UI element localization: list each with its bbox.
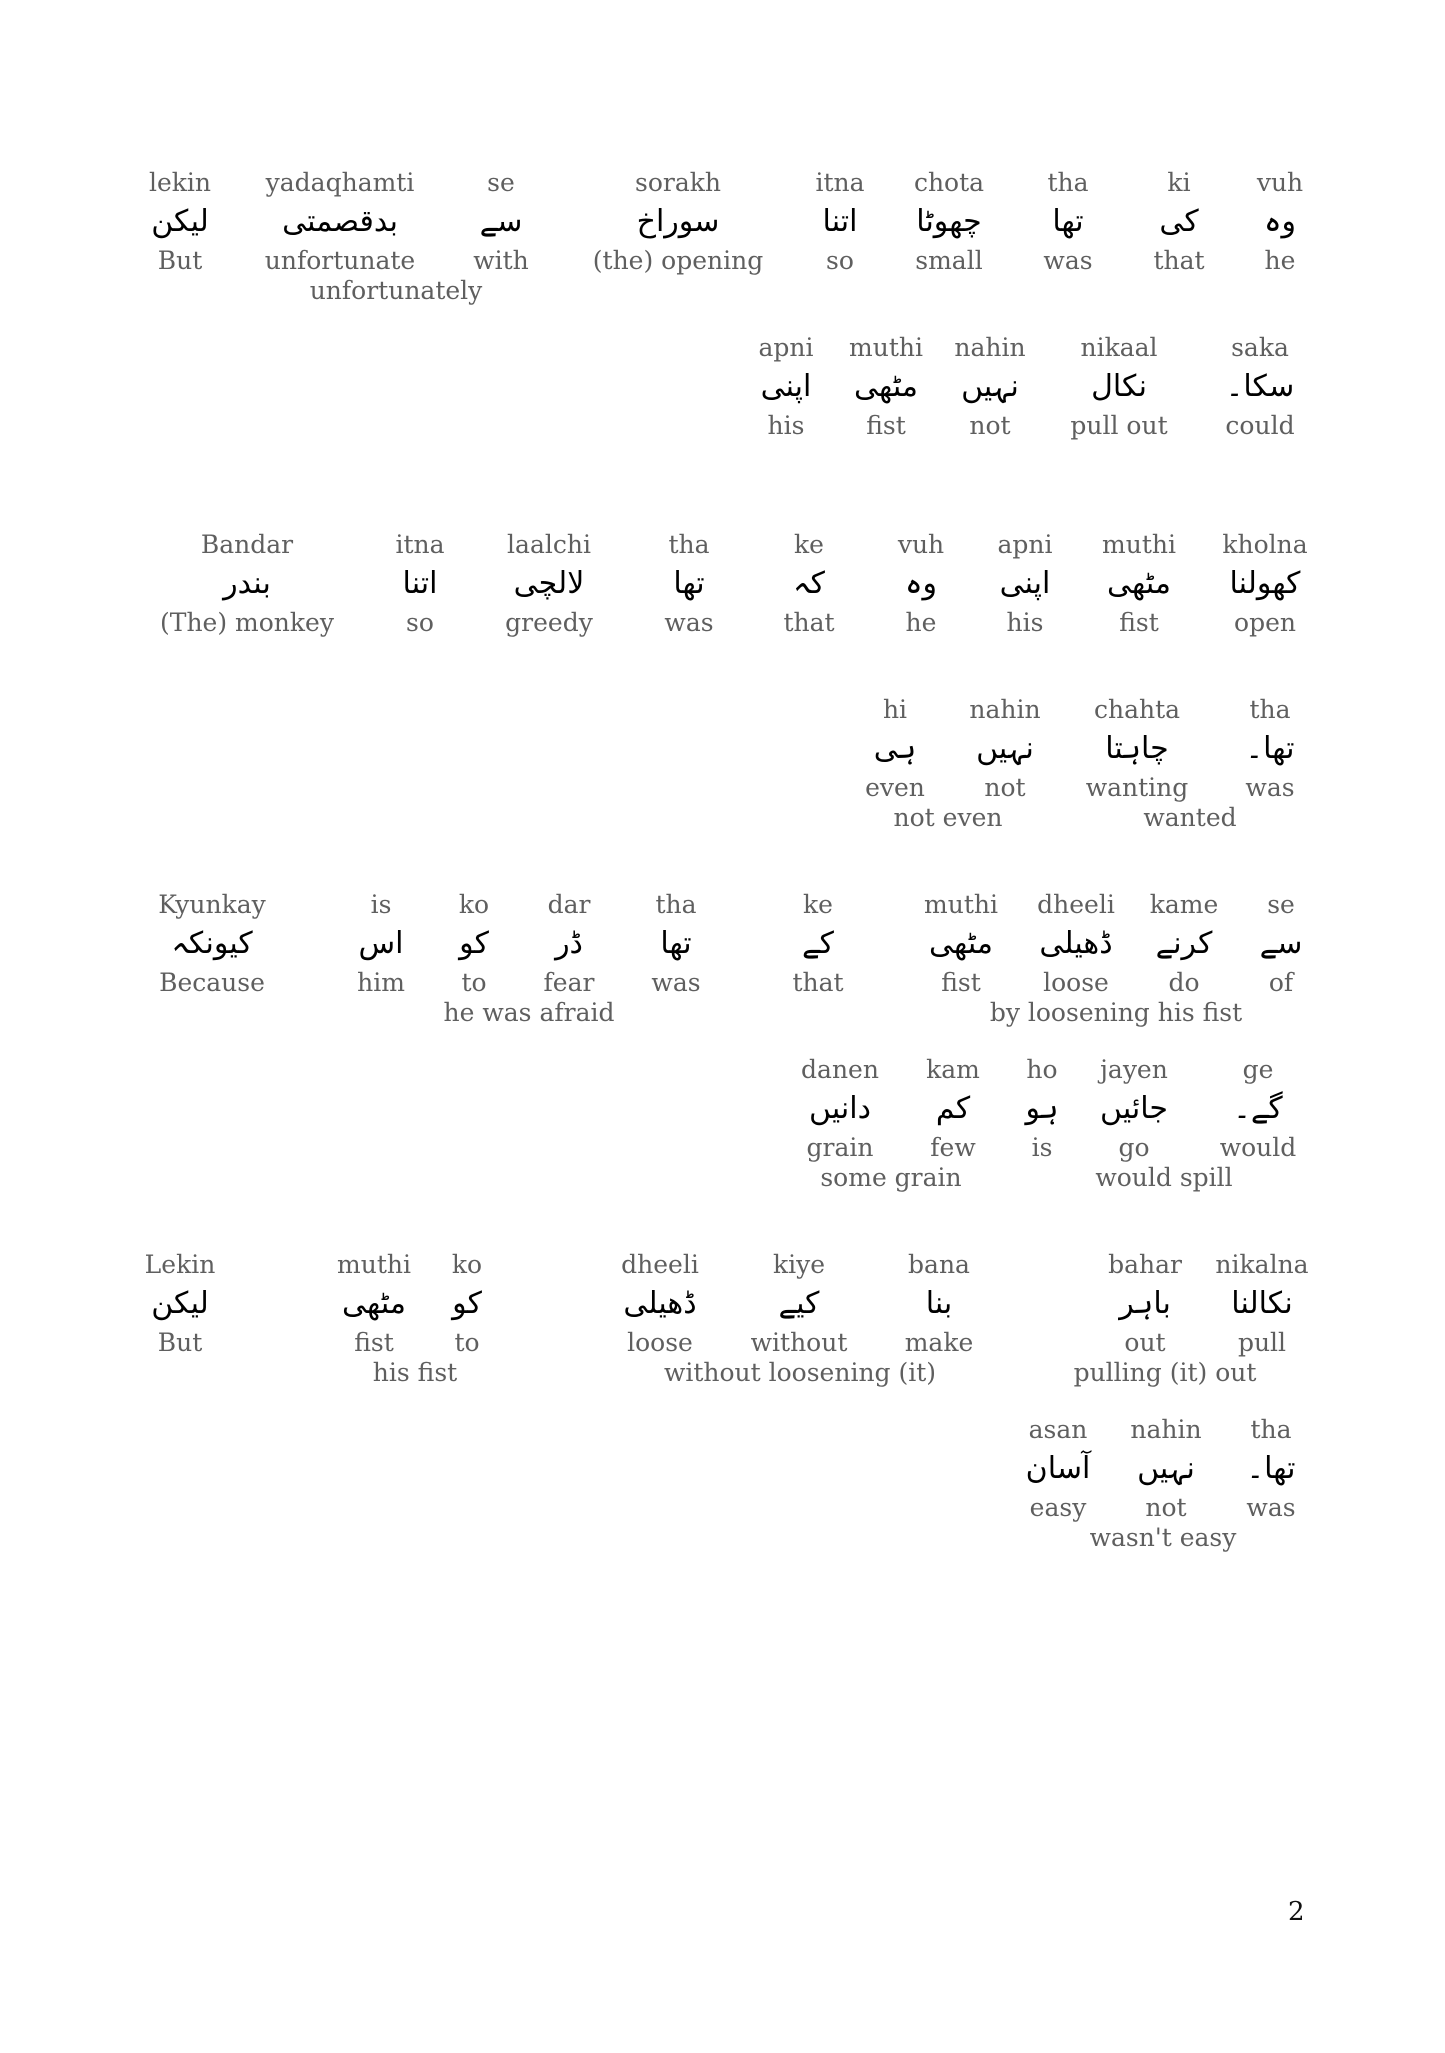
romanized-word: Lekin — [144, 1250, 216, 1279]
urdu-word: کیے — [778, 1286, 820, 1321]
english-gloss: to — [454, 1328, 480, 1357]
romanized-word: kiye — [772, 1250, 826, 1279]
interlinear-word — [815, 168, 864, 276]
english-gloss: easy — [1029, 1493, 1087, 1522]
english-gloss: loose — [627, 1328, 693, 1357]
urdu-word: ہو — [1025, 1091, 1059, 1126]
romanized-word: tha — [655, 890, 697, 919]
interlinear-word — [1026, 1415, 1091, 1523]
urdu-word: نکالنا — [1231, 1286, 1293, 1321]
english-gloss: fist — [1119, 608, 1159, 637]
interlinear-word — [593, 168, 763, 276]
urdu-word: کو — [459, 926, 489, 961]
romanized-word: se — [487, 168, 515, 197]
phrase-translation: wanted — [1143, 803, 1237, 832]
urdu-word: ہی — [873, 731, 917, 766]
english-gloss: that — [1153, 246, 1205, 275]
urdu-word: وہ — [904, 566, 938, 601]
phrase-translation: would spill — [1095, 1163, 1233, 1192]
urdu-word: لالچی — [513, 566, 585, 601]
urdu-word: سوراخ — [636, 204, 720, 239]
interlinear-word — [914, 168, 984, 276]
english-gloss: was — [1245, 773, 1295, 802]
romanized-word: Kyunkay — [158, 890, 266, 919]
phrase-translation: not even — [893, 803, 1003, 832]
english-gloss: unfortunate — [264, 246, 416, 275]
english-gloss: so — [406, 608, 434, 637]
urdu-word: اتنا — [402, 566, 438, 601]
urdu-word: جائیں — [1100, 1091, 1168, 1126]
romanized-word: muthi — [1102, 530, 1176, 559]
english-gloss: his — [1006, 608, 1044, 637]
english-gloss: was — [1246, 1493, 1296, 1522]
english-gloss: (The) monkey — [160, 608, 334, 637]
interlinear-word — [751, 1250, 848, 1358]
phrase-translation: without loosening (it) — [663, 1358, 937, 1387]
interlinear-word — [1102, 530, 1176, 638]
interlinear-word — [783, 530, 834, 638]
english-gloss: pull — [1237, 1328, 1287, 1357]
interlinear-word — [758, 333, 813, 441]
interlinear-word — [1246, 1415, 1295, 1523]
urdu-word: باہر — [1119, 1286, 1171, 1321]
interlinear-word — [1037, 890, 1115, 998]
romanized-word: danen — [801, 1055, 879, 1084]
english-gloss: him — [357, 968, 405, 997]
interlinear-word — [664, 530, 713, 638]
interlinear-word — [1225, 333, 1294, 441]
interlinear-word — [1260, 890, 1303, 998]
romanized-word: itna — [815, 168, 865, 197]
romanized-word: tha — [1047, 168, 1089, 197]
romanized-word: kholna — [1222, 530, 1308, 559]
english-gloss: that — [783, 608, 835, 637]
romanized-word: muthi — [849, 333, 923, 362]
urdu-word: تھا۔ — [1246, 1451, 1296, 1486]
interlinear-word — [969, 695, 1040, 803]
urdu-word: سے — [479, 204, 523, 239]
english-gloss: not — [969, 411, 1011, 440]
romanized-word: nahin — [969, 695, 1041, 724]
english-gloss: fear — [543, 968, 595, 997]
interlinear-word — [544, 890, 595, 998]
romanized-word: bana — [908, 1250, 970, 1279]
english-gloss: not — [1145, 1493, 1187, 1522]
romanized-word: dheeli — [1037, 890, 1115, 919]
romanized-word: nikalna — [1215, 1250, 1309, 1279]
urdu-word: سے — [1259, 926, 1303, 961]
urdu-word: مٹھی — [342, 1286, 406, 1321]
english-gloss: he — [1264, 246, 1296, 275]
english-gloss: wanting — [1085, 773, 1189, 802]
interlinear-word — [265, 168, 415, 276]
romanized-word: nikaal — [1080, 333, 1158, 362]
interlinear-word — [1043, 168, 1092, 276]
interlinear-word — [1130, 1415, 1201, 1523]
phrase-translation: unfortunately — [309, 276, 483, 305]
romanized-word: tha — [1249, 695, 1291, 724]
english-gloss: loose — [1043, 968, 1109, 997]
english-gloss: small — [915, 246, 983, 275]
romanized-word: ge — [1242, 1055, 1274, 1084]
urdu-word: مٹھی — [854, 369, 918, 404]
urdu-word: ڈر — [555, 926, 583, 961]
interlinear-word — [898, 530, 944, 638]
urdu-word: نہیں — [1137, 1451, 1195, 1486]
interlinear-word — [357, 890, 405, 998]
interlinear-word — [997, 530, 1052, 638]
urdu-word: نہیں — [961, 369, 1019, 404]
interlinear-word — [1100, 1055, 1168, 1163]
interlinear-word — [1245, 695, 1294, 803]
urdu-word: چاہتا — [1105, 731, 1169, 766]
romanized-word: is — [370, 890, 392, 919]
interlinear-word — [801, 1055, 879, 1163]
interlinear-word — [149, 168, 211, 276]
romanized-word: yadaqhamti — [265, 168, 415, 197]
romanized-word: jayen — [1100, 1055, 1168, 1084]
phrase-translation: by loosening his fist — [989, 998, 1243, 1027]
interlinear-word — [1150, 890, 1219, 998]
romanized-word: ko — [458, 890, 490, 919]
romanized-word: se — [1267, 890, 1295, 919]
romanized-word: ko — [451, 1250, 483, 1279]
english-gloss: out — [1124, 1328, 1166, 1357]
interlinear-word — [452, 1250, 482, 1358]
interlinear-word — [1070, 333, 1167, 441]
phrase-translation: wasn't easy — [1089, 1523, 1237, 1552]
english-gloss: so — [826, 246, 854, 275]
interlinear-word — [954, 333, 1025, 441]
interlinear-word — [924, 890, 998, 998]
english-gloss: fist — [354, 1328, 394, 1357]
english-gloss: open — [1234, 608, 1296, 637]
english-gloss: with — [473, 246, 529, 275]
page-number: 2 — [1288, 1897, 1305, 1927]
interlinear-word — [651, 890, 700, 998]
interlinear-word — [1025, 1055, 1058, 1163]
interlinear-word — [337, 1250, 411, 1358]
romanized-word: saka — [1231, 333, 1289, 362]
urdu-word: کی — [1159, 204, 1199, 239]
english-gloss: greedy — [505, 608, 593, 637]
interlinear-word — [849, 333, 923, 441]
english-gloss: was — [664, 608, 714, 637]
urdu-word: اس — [358, 926, 404, 961]
english-gloss: fist — [866, 411, 906, 440]
romanized-word: asan — [1028, 1415, 1088, 1444]
romanized-word: lekin — [148, 168, 212, 197]
urdu-word: اپنی — [999, 566, 1051, 601]
interlinear-word — [792, 890, 843, 998]
romanized-word: ho — [1026, 1055, 1058, 1084]
english-gloss: fist — [941, 968, 981, 997]
interlinear-word — [1108, 1250, 1182, 1358]
romanized-word: muthi — [924, 890, 998, 919]
english-gloss: was — [1043, 246, 1093, 275]
english-gloss: not — [984, 773, 1026, 802]
urdu-word: اپنی — [760, 369, 812, 404]
english-gloss: Because — [159, 968, 265, 997]
urdu-word: اتنا — [822, 204, 858, 239]
interlinear-word — [1257, 168, 1303, 276]
urdu-word: کہ — [793, 566, 825, 601]
phrase-translation: pulling (it) out — [1073, 1358, 1257, 1387]
romanized-word: kam — [926, 1055, 980, 1084]
interlinear-word — [621, 1250, 699, 1358]
english-gloss: make — [904, 1328, 974, 1357]
english-gloss: do — [1168, 968, 1200, 997]
urdu-word: لیکن — [151, 204, 209, 239]
urdu-word: گے۔ — [1233, 1091, 1283, 1126]
interlinear-word — [905, 1250, 974, 1358]
romanized-word: ki — [1167, 168, 1191, 197]
interlinear-word — [395, 530, 444, 638]
romanized-word: itna — [395, 530, 445, 559]
urdu-word: بنا — [925, 1286, 953, 1321]
interlinear-word — [1222, 530, 1307, 638]
romanized-word: chota — [913, 168, 985, 197]
english-gloss: is — [1031, 1133, 1053, 1162]
english-gloss: that — [792, 968, 844, 997]
english-gloss: few — [930, 1133, 976, 1162]
romanized-word: muthi — [337, 1250, 411, 1279]
urdu-word: کیونکہ — [171, 926, 253, 961]
urdu-word: مٹھی — [1107, 566, 1171, 601]
english-gloss: to — [461, 968, 487, 997]
urdu-word: کرنے — [1155, 926, 1213, 961]
urdu-word: نہیں — [976, 731, 1034, 766]
urdu-word: تھا — [673, 566, 705, 601]
romanized-word: dar — [547, 890, 591, 919]
urdu-word: بندر — [223, 566, 271, 601]
urdu-word: کم — [935, 1091, 971, 1126]
urdu-word: وہ — [1263, 204, 1297, 239]
interlinear-word — [459, 890, 489, 998]
urdu-word: آسان — [1025, 1451, 1091, 1486]
english-gloss: could — [1225, 411, 1295, 440]
romanized-word: vuh — [1256, 168, 1304, 197]
english-gloss: would — [1219, 1133, 1297, 1162]
urdu-word: تھا — [660, 926, 692, 961]
interlinear-word — [1215, 1250, 1308, 1358]
english-gloss: pull out — [1070, 411, 1168, 440]
romanized-word: ke — [794, 530, 824, 559]
urdu-word: لیکن — [151, 1286, 209, 1321]
english-gloss: he — [905, 608, 937, 637]
urdu-word: بدقصمتی — [282, 204, 398, 239]
romanized-word: laalchi — [507, 530, 591, 559]
english-gloss: his — [767, 411, 805, 440]
english-gloss: without — [750, 1328, 848, 1357]
interlinear-word — [160, 530, 334, 638]
romanized-word: bahar — [1108, 1250, 1182, 1279]
romanized-word: ke — [803, 890, 833, 919]
english-gloss: was — [651, 968, 701, 997]
urdu-word: سکا۔ — [1225, 369, 1295, 404]
urdu-word: کھولنا — [1229, 566, 1301, 601]
romanized-word: apni — [758, 333, 814, 362]
urdu-word: ڈھیلی — [623, 1286, 697, 1321]
interlinear-word — [158, 890, 266, 998]
english-gloss: of — [1268, 968, 1294, 997]
romanized-word: dheeli — [621, 1250, 699, 1279]
urdu-word: چھوٹا — [916, 204, 982, 239]
romanized-word: apni — [997, 530, 1053, 559]
urdu-word: تھا — [1052, 204, 1084, 239]
urdu-word: دانیں — [809, 1091, 871, 1126]
phrase-translation: his fist — [372, 1358, 458, 1387]
romanized-word: tha — [1250, 1415, 1292, 1444]
romanized-word: kame — [1149, 890, 1219, 919]
urdu-word: ڈھیلی — [1039, 926, 1113, 961]
interlinear-word — [926, 1055, 980, 1163]
urdu-word: تھا۔ — [1245, 731, 1295, 766]
urdu-word: کو — [452, 1286, 482, 1321]
interlinear-word — [145, 1250, 216, 1358]
english-gloss: go — [1118, 1133, 1150, 1162]
english-gloss: (the) opening — [592, 246, 764, 275]
interlinear-word — [1153, 168, 1204, 276]
romanized-word: nahin — [954, 333, 1026, 362]
romanized-word: chahta — [1093, 695, 1181, 724]
english-gloss: But — [157, 246, 203, 275]
urdu-word: مٹھی — [929, 926, 993, 961]
romanized-word: nahin — [1130, 1415, 1202, 1444]
interlinear-word — [473, 168, 529, 276]
urdu-word: نکال — [1091, 369, 1147, 404]
romanized-word: vuh — [897, 530, 945, 559]
english-gloss: grain — [806, 1133, 874, 1162]
interlinear-word — [1220, 1055, 1297, 1163]
interlinear-word — [505, 530, 593, 638]
phrase-translation: some grain — [820, 1163, 962, 1192]
romanized-word: sorakh — [634, 168, 721, 197]
romanized-word: tha — [668, 530, 710, 559]
urdu-word: کے — [802, 926, 834, 961]
phrase-translation: he was afraid — [443, 998, 615, 1027]
romanized-word: hi — [882, 695, 908, 724]
interlinear-word — [1086, 695, 1189, 803]
interlinear-word — [865, 695, 925, 803]
romanized-word: Bandar — [200, 530, 294, 559]
english-gloss: But — [157, 1328, 203, 1357]
english-gloss: even — [865, 773, 925, 802]
